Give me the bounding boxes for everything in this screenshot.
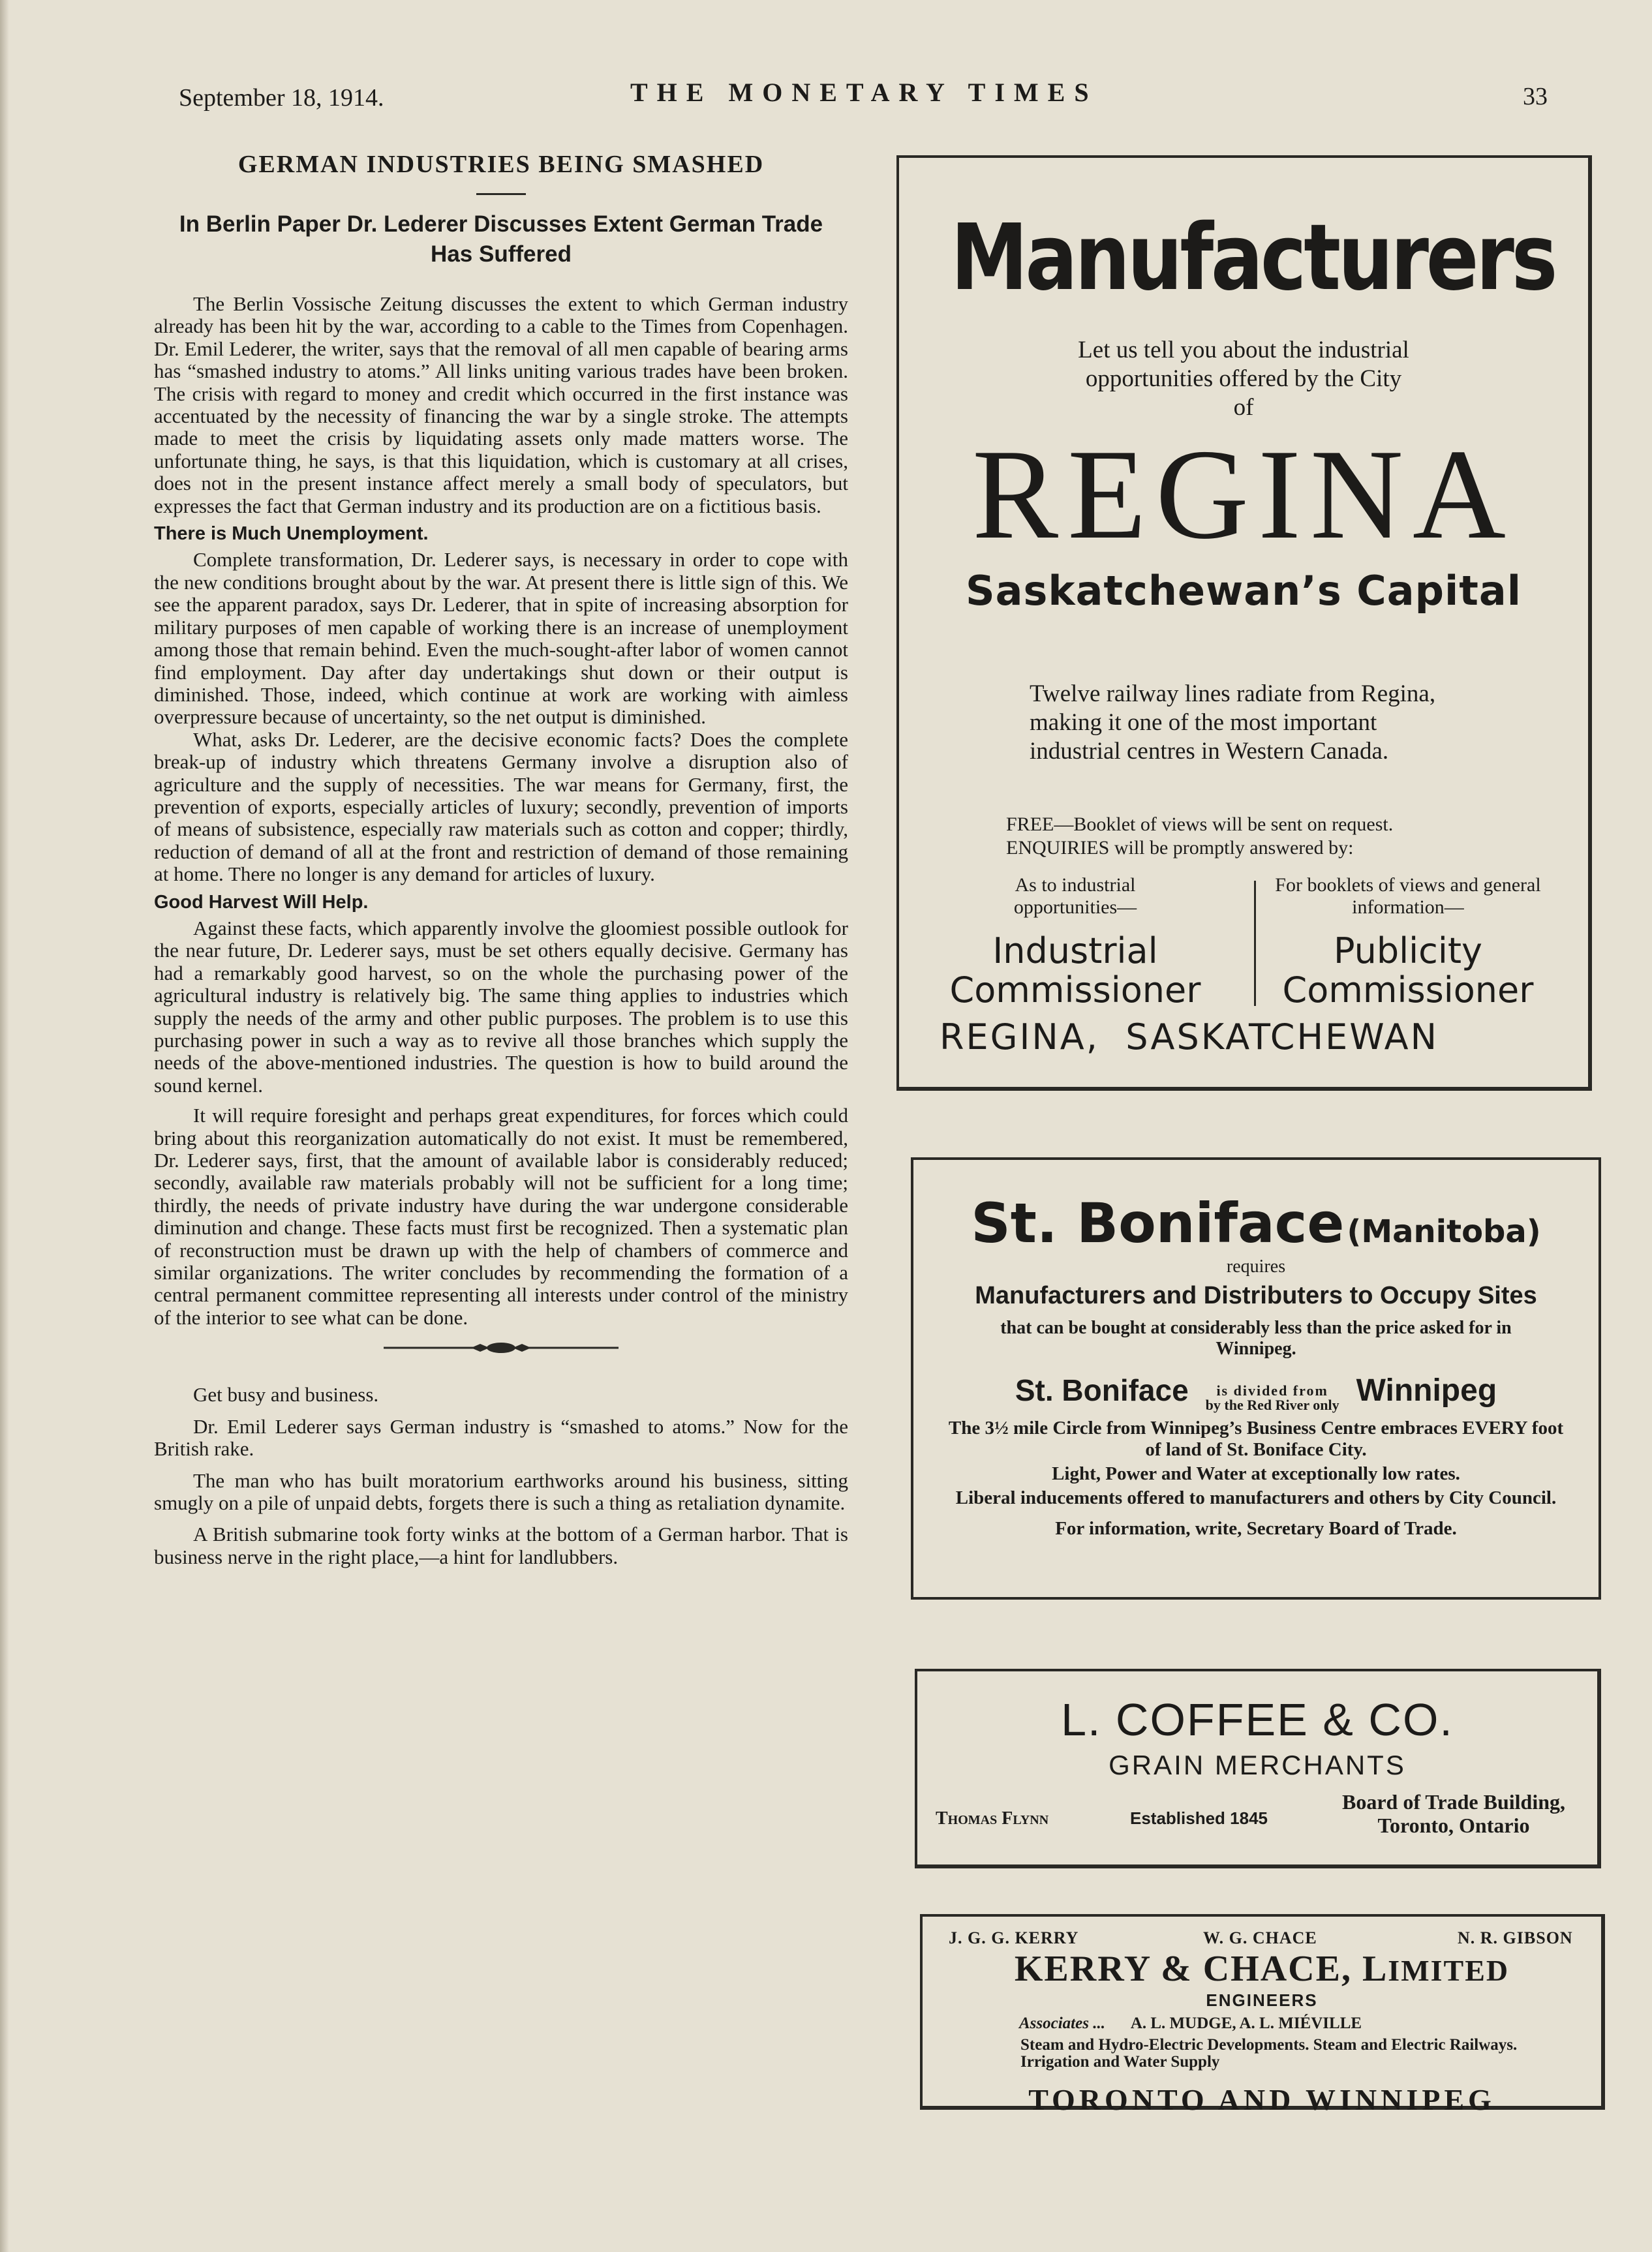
article-subtitle: In Berlin Paper Dr. Lederer Discusses Extent German Trade Has Suffered <box>179 211 823 267</box>
boniface-province: (Manitoba) <box>1347 1213 1541 1250</box>
partner-3: N. R. GIBSON <box>1458 1928 1573 1947</box>
article-column <box>154 150 848 1577</box>
ornament-divider-icon <box>384 1338 619 1358</box>
row-mid-1: is divided from <box>1216 1382 1328 1399</box>
rates-text: Light, Power and Water at exceptionally low rates. <box>1052 1463 1460 1485</box>
page-number: 33 <box>1523 83 1548 110</box>
publicity-note: For booklets of views and general information— <box>1275 874 1541 918</box>
engineers-label: ENGINEERS <box>1206 1990 1318 2010</box>
note: Dr. Emil Lederer says German industry is “smashed to atoms.” Now for the British rake. <box>154 1414 848 1461</box>
industrial-commissioner-title-2: Commissioner <box>949 969 1201 1011</box>
section-heading-unemployment: There is Much Unemployment. <box>154 523 429 545</box>
article-body <box>154 293 848 1329</box>
coffee-name: L. COFFEE & CO. <box>1061 1694 1454 1745</box>
partner-names <box>923 1928 1601 1948</box>
partner-2: W. G. CHACE <box>1203 1928 1317 1947</box>
coffee-address: Board of Trade Building, Toronto, Ontario <box>1342 1790 1565 1837</box>
section-heading-harvest: Good Harvest Will Help. <box>154 891 369 913</box>
row-right: Winnipeg <box>1356 1373 1497 1408</box>
note: Get busy and business. <box>193 1383 379 1407</box>
paragraph: The Berlin Vossische Zeitung discusses the extent to which German industry already has been hit by the war, according to a cable to the Times from Copenhagen. Dr. Emil Lederer, the writer, says that the removal of all men capable of bearing arms has “smashed industry to atoms.” All links uniting various trades have been broken. The crisis with regard to money and credit which occurred in the first instance was accentuated by the necessity of financing the war by a single stroke. The attempts made to meet the crisis by liquidating assets only made matters worse. The unfortunate thing, he says, is that this liquidation, which is customary at all crises, does not in the present instance affect merely a small body of speculators, but expresses the fact that German industry and its production are on a fictitious basis. <box>154 292 848 517</box>
paragraph: It will require foresight and perhaps great expenditures, for forces which could bring about this reorganization automatically do not exist. It must be remembered, Dr. Lederer says, first, that the amount of available labor is considerably reduced; secondly, available raw materials probably will not be sufficient for a long time; thirdly, the needs of private industry have during the war undergone considerable diminution and change. These facts must first be recognized. Then a systematic plan of reconstruction must be drawn up with the help of chambers of commerce and similar organizations. The writer concludes by recommending the formation of a central permanent committee representing all interests under control of the ministry of the interior to see what can be done. <box>154 1104 848 1329</box>
coffee-business: GRAIN MERCHANTS <box>1109 1750 1406 1780</box>
info-text: For information, write, Secretary Board of Trade. <box>1055 1518 1457 1540</box>
office-cities: TORONTO AND WINNIPEG <box>1028 2083 1495 2116</box>
kerry-chace-advertisement <box>920 1914 1605 2116</box>
regina-footer: REGINA, SASKATCHEWAN <box>940 1016 1439 1058</box>
river-row <box>913 1373 1598 1412</box>
firm-name: KERRY & CHACE, LIMITED <box>1014 1949 1510 1989</box>
title-rule <box>476 193 526 195</box>
issue-date: September 18, 1914. <box>179 84 384 112</box>
paragraph: What, asks Dr. Lederer, are the decisive economic facts? Does the complete break-up of industry which threatens Germany involve a disruption also of agriculture and the supply of necessities. The war means for Germany, first, the prevention of exports, especially articles of luxury; secondly, prevention of imports of means of subsistence, especially raw materials such as cotton and copper; thirdly, reduction of demand of all at the front and restriction of demand of those remaining at home. There no longer is any demand for articles of luxury. <box>154 727 848 886</box>
services-text: Steam and Hydro-Electric Developments. Steam and Electric Railways. Irrigation and Water Supply <box>1020 2036 1518 2071</box>
city-name: REGINA <box>972 423 1515 566</box>
coffee-person: Thomas Flynn <box>936 1808 1049 1829</box>
page-edge-shadow <box>0 0 9 2252</box>
requires-label: requires <box>1226 1256 1286 1277</box>
partner-1: J. G. G. KERRY <box>949 1928 1079 1947</box>
publicity-commissioner-title-1: Publicity <box>1334 930 1482 971</box>
circle-text: The 3½ mile Circle from Winnipeg’s Business Centre embraces EVERY foot of land of St. Boniface City. <box>948 1418 1564 1461</box>
paragraph: Against these facts, which apparently involve the gloomiest possible outlook for the near future, Dr. Lederer says, must be set others equally decisive. Germany has had a remarkably good harvest, so on the whole the purchasing power of the agricultural industry is relatively big. The same thing applies to industries which supply the needs of the army and other public purposes. The problem is to use this purchasing power in such a way as to revive all those branches which supply the needs of the above-mentioned industries. The question is how to build around the sound kernel. <box>154 916 848 1097</box>
enquiries-line: ENQUIRIES will be promptly answered by: <box>1006 837 1354 859</box>
editorial-notes <box>154 1384 848 1568</box>
regina-advertisement <box>896 155 1592 1091</box>
coffee-advertisement <box>915 1669 1601 1868</box>
associates-names: A. L. MUDGE, A. L. MIÉVILLE <box>1130 2015 1362 2032</box>
boniface-headline: Manufacturers and Distributers to Occupy Sites <box>975 1282 1537 1309</box>
running-header <box>0 73 1652 112</box>
boniface-name: St. Boniface <box>971 1191 1345 1255</box>
free-booklet-line: FREE—Booklet of views will be sent on request. <box>1006 814 1394 835</box>
price-line: that can be bought at considerably less than the price asked for in Winnipeg. <box>1000 1318 1512 1359</box>
note: The man who has built moratorium earthworks around his business, sitting smugly on a pile of unpaid debts, forgets there is such a thing as retaliation dynamite. <box>154 1468 848 1514</box>
coffee-established: Established 1845 <box>1130 1808 1268 1828</box>
inducements-text: Liberal inducements offered to manufacturers and others by City Council. <box>955 1487 1557 1509</box>
publicity-commissioner-title-2: Commissioner <box>1282 969 1534 1011</box>
publication-title: THE MONETARY TIMES <box>630 78 1098 107</box>
commissioner-columns <box>899 874 1588 1011</box>
paragraph: Complete transformation, Dr. Lederer says, is necessary in order to cope with the new conditions brought about by the war. At present there is little sign of this. We see the apparent paradox, says Dr. Lederer, that in spite of increasing absorption for military purposes of men capable of working there is an increase of unemployment among those that remain behind. Even the much-sought-after labor of women cannot find employment. Day after day undertakings shut down or their output is diminished. Those, indeed, which continue at work are working with aimless overpressure because of uncertainty, so the net output is diminished. <box>154 548 848 729</box>
city-tagline: Saskatchewan’s Capital <box>965 567 1522 615</box>
industrial-note: As to industrial opportunities— <box>1013 874 1137 918</box>
note: A British submarine took forty winks at the bottom of a German harbor. That is business nerve in the right place,—a hint for landlubbers. <box>154 1523 848 1568</box>
st-boniface-advertisement <box>911 1157 1601 1600</box>
ad-intro: Let us tell you about the industrial opportunities offered by the City of <box>1078 337 1409 421</box>
row-left: St. Boniface <box>1015 1373 1189 1407</box>
article-title: GERMAN INDUSTRIES BEING SMASHED <box>237 151 765 178</box>
associates-line <box>1019 2015 1601 2033</box>
row-mid-2: by the Red River only <box>1205 1397 1339 1414</box>
ad-headline: Manufacturers <box>951 205 1555 311</box>
associates-label: Associates ... <box>1019 2015 1105 2032</box>
railway-text: Twelve railway lines radiate from Regina, making it one of the most important industrial centres in Western Canada. <box>1030 680 1436 765</box>
industrial-commissioner-title-1: Industrial <box>992 930 1158 971</box>
